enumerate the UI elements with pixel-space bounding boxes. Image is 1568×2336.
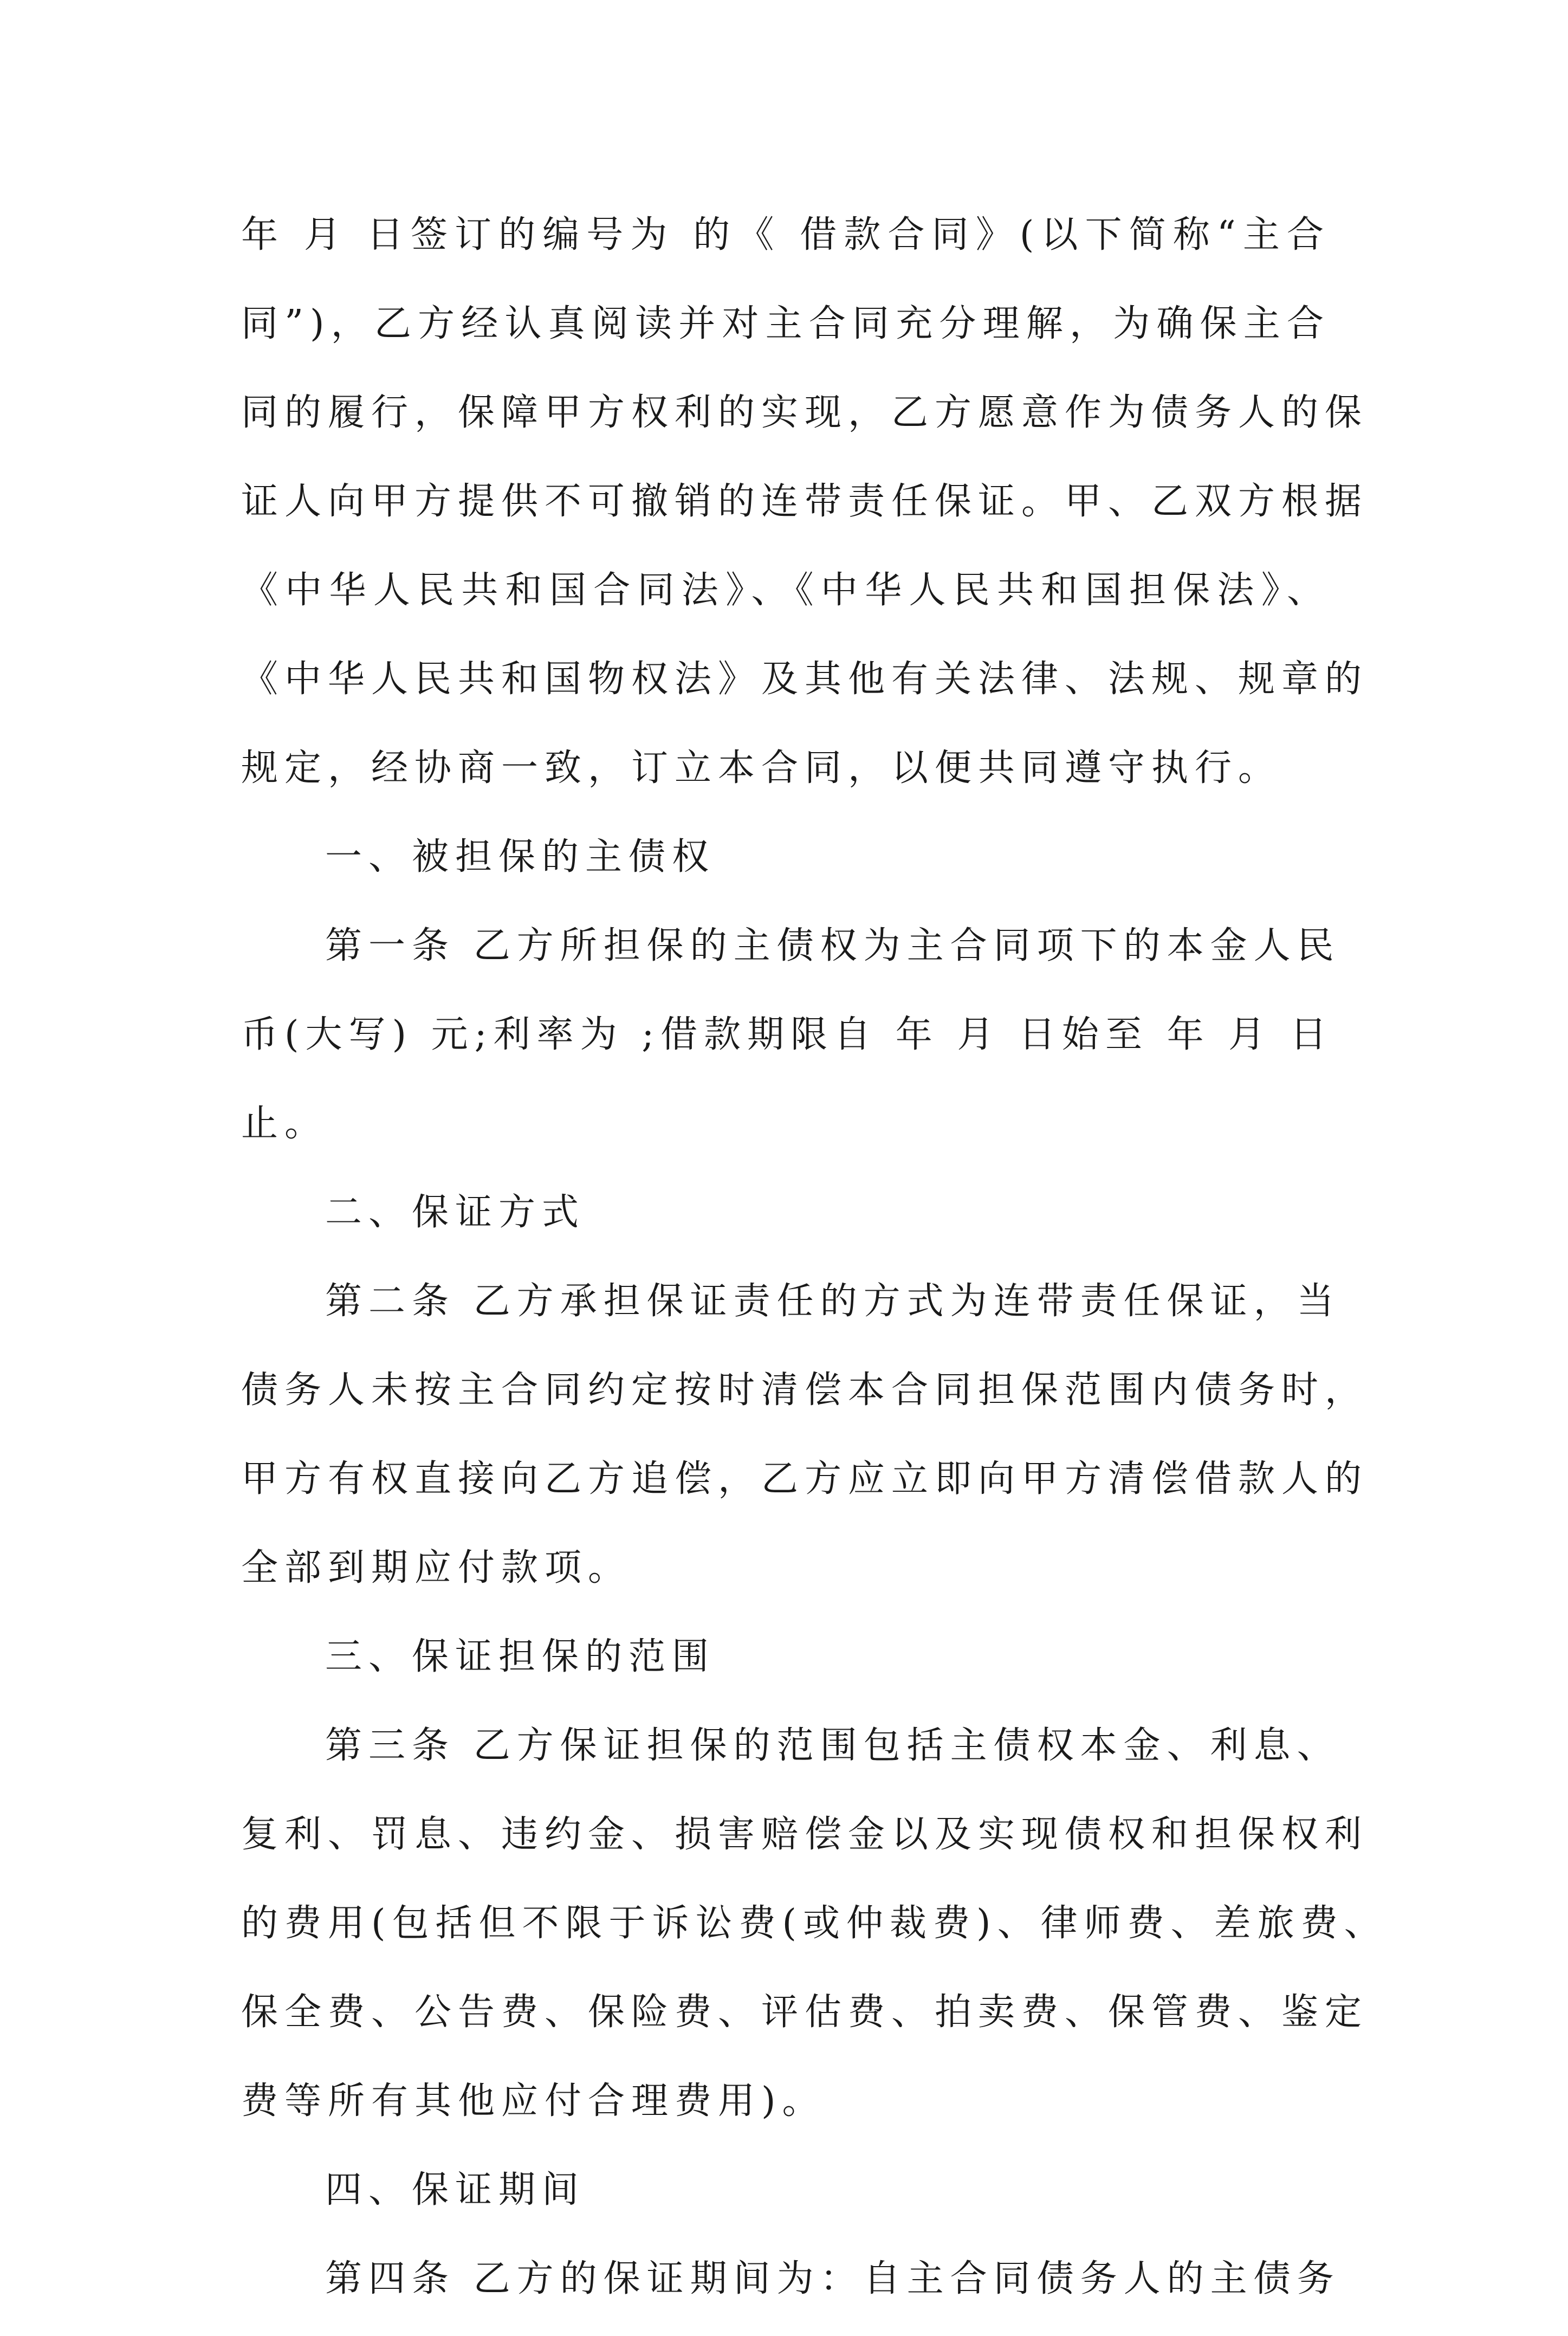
text-line: 保全费、公告费、保险费、评估费、拍卖费、保管费、鉴定 (241, 1991, 1369, 2034)
section-heading: 三、保证担保的范围 (325, 1635, 716, 1678)
article-line: 第四条 乙方的保证期间为：自主合同债务人的主债务 (325, 2257, 1340, 2300)
text-line: 止。 (241, 1102, 328, 1145)
document-body (241, 203, 1388, 2336)
text-line: 的费用(包括但不限于诉讼费(或仲裁费)、律师费、差旅费、 (241, 1902, 1388, 1945)
text-line: 甲方有权直接向乙方追偿，乙方应立即向甲方清偿借款人的 (241, 1458, 1369, 1500)
text-line: 规定，经协商一致，订立本合同，以便共同遵守执行。 (241, 747, 1282, 790)
text-line: 证人向甲方提供不可撤销的连带责任保证。甲、乙双方根据 (241, 480, 1369, 523)
article-line: 第二条 乙方承担保证责任的方式为连带责任保证，当 (325, 1280, 1340, 1323)
text-line: 全部到期应付款项。 (241, 1546, 632, 1589)
text-line: 币(大写) 元;利率为 ;借款期限自 年 月 日始至 年 月 日 (241, 1013, 1333, 1056)
article-line: 第三条 乙方保证担保的范围包括主债权本金、利息、 (325, 1724, 1340, 1767)
text-line: 复利、罚息、违约金、损害赔偿金以及实现债权和担保权利 (241, 1813, 1369, 1856)
section-heading: 四、保证期间 (325, 2169, 586, 2211)
text-line: 《中华人民共和国物权法》及其他有关法律、法规、规章的 (241, 658, 1369, 701)
section-heading: 二、保证方式 (325, 1191, 586, 1234)
text-line: 年 月 日签订的编号为 的《 借款合同》(以下简称“主合 (241, 213, 1330, 256)
article-line: 第一条 乙方所担保的主债权为主合同项下的本金人民 (325, 924, 1340, 967)
text-line: 费等所有其他应付合理费用)。 (241, 2080, 826, 2123)
text-line: 《中华人民共和国合同法》、《中华人民共和国担保法》、 (241, 569, 1330, 612)
text-line: 债务人未按主合同约定按时清偿本合同担保范围内债务时， (241, 1369, 1369, 1412)
text-line: 同”)，乙方经认真阅读并对主合同充分理解，为确保主合 (241, 302, 1330, 345)
text-line: 同的履行，保障甲方权利的实现，乙方愿意作为债务人的保 (241, 391, 1369, 434)
section-heading: 一、被担保的主债权 (325, 836, 716, 878)
